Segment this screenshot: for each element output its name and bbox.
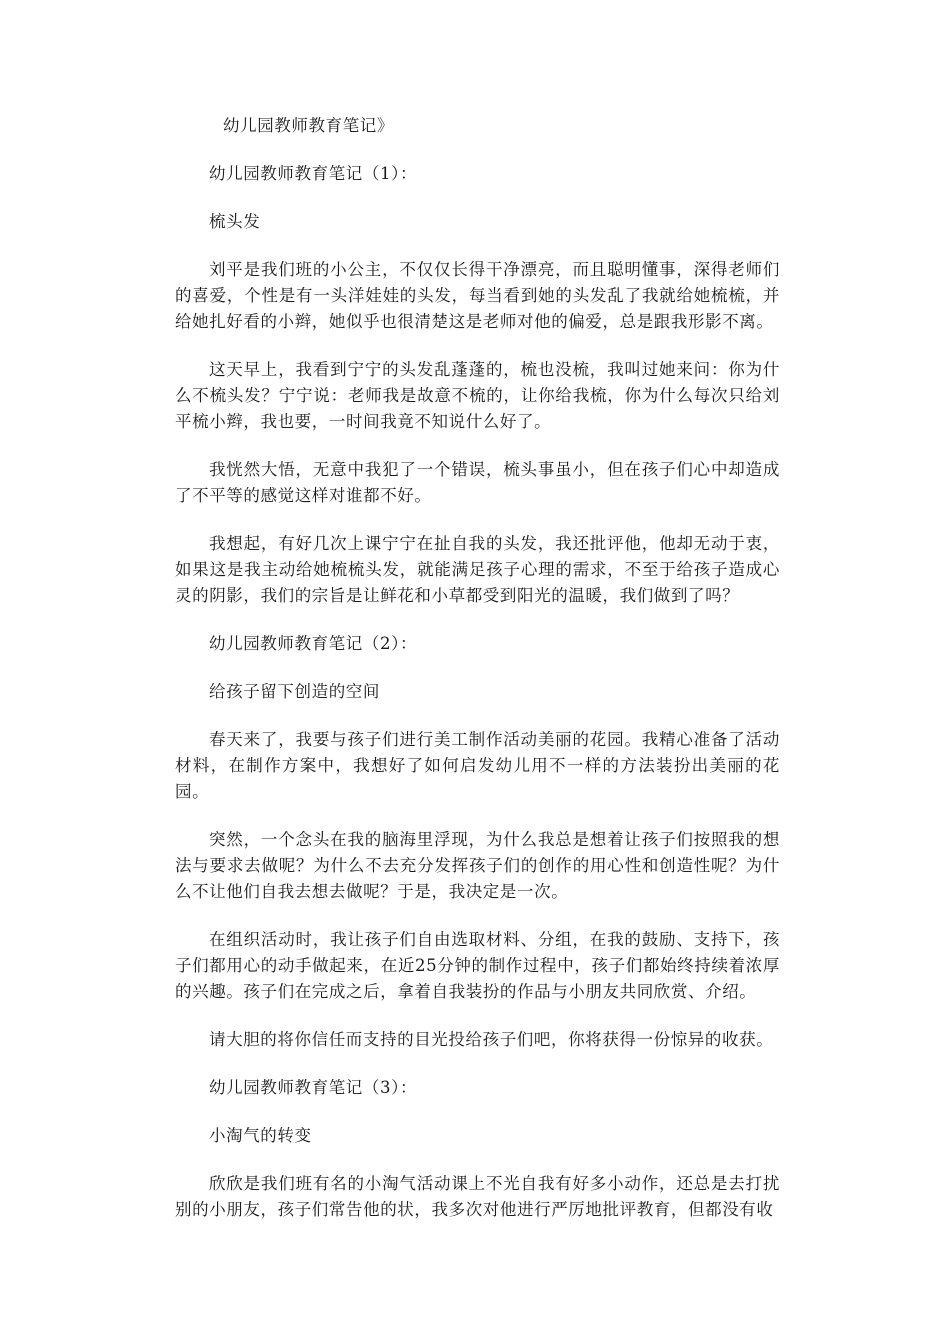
paragraph: 我恍然大悟，无意中我犯了一个错误，梳头事虽小，但在孩子们心中却造成了不平等的感觉这样对谁都不好。: [175, 460, 780, 505]
section-subtitle-1: 梳头发: [209, 212, 261, 231]
paragraph: 请大胆的将你信任而支持的目光投给孩子们吧，你将获得一份惊异的收获。: [209, 1030, 774, 1049]
paragraph: 在组织活动时，我让孩子们自由选取材料、分组，在我的鼓励、支持下，孩子们都用心的动手做起来，在近25分钟的制作过程中，孩子们都始终持续着浓厚的兴趣。孩子们在完成之后，拿着自我装扮的作品与小朋友共同欣赏、介绍。: [175, 930, 780, 1001]
paragraph: 突然，一个念头在我的脑海里浮现，为什么我总是想着让孩子们按照我的想法与要求去做呢？为什么不去充分发挥孩子们的创作的用心性和创造性呢？为什么不让他们自我去想去做呢？于是，我决定是一次。: [175, 830, 780, 901]
section-heading-1: 幼儿园教师教育笔记（1）：: [209, 164, 418, 183]
paragraph: 春天来了，我要与孩子们进行美工制作活动美丽的花园。我精心准备了活动材料，在制作方案中，我想好了如何启发幼儿用不一样的方法装扮出美丽的花园。: [175, 730, 780, 801]
paragraph: 刘平是我们班的小公主，不仅仅长得干净漂亮，而且聪明懂事，深得老师们的喜爱，个性是有一头洋娃娃的头发，每当看到她的头发乱了我就给她梳梳，并给她扎好看的小辫，她似乎也很清楚这是老师对他的偏爱，总是跟我形影不离。: [175, 260, 780, 331]
section-subtitle-3: 小淘气的转变: [209, 1126, 312, 1145]
paragraph: 我想起，有好几次上课宁宁在扯自我的头发，我还批评他，他却无动于衷，如果这是我主动给她梳梳头发，就能满足孩子心理的需求，不至于给孩子造成心灵的阴影，我们的宗旨是让鲜花和小草都受到阳光的温暖，我们做到了吗？: [175, 534, 780, 605]
document-title: 幼儿园教师教育笔记》: [223, 116, 394, 135]
section-heading-2: 幼儿园教师教育笔记（2）：: [209, 634, 418, 653]
paragraph: 欣欣是我们班有名的小淘气活动课上不光自我有好多小动作，还总是去打扰别的小朋友，孩子们常告他的状，我多次对他进行严厉地批评教育，但都没有收: [175, 1174, 780, 1219]
document-body: [175, 113, 780, 1245]
section-subtitle-2: 给孩子留下创造的空间: [209, 682, 380, 701]
section-heading-3: 幼儿园教师教育笔记（3）：: [209, 1078, 418, 1097]
paragraph: 这天早上，我看到宁宁的头发乱蓬蓬的，梳也没梳，我叫过她来问：你为什么不梳头发？宁宁说：老师我是故意不梳的，让你给我梳，你为什么每次只给刘平梳小辫，我也要，一时间我竟不知说什么好了。: [175, 360, 780, 431]
